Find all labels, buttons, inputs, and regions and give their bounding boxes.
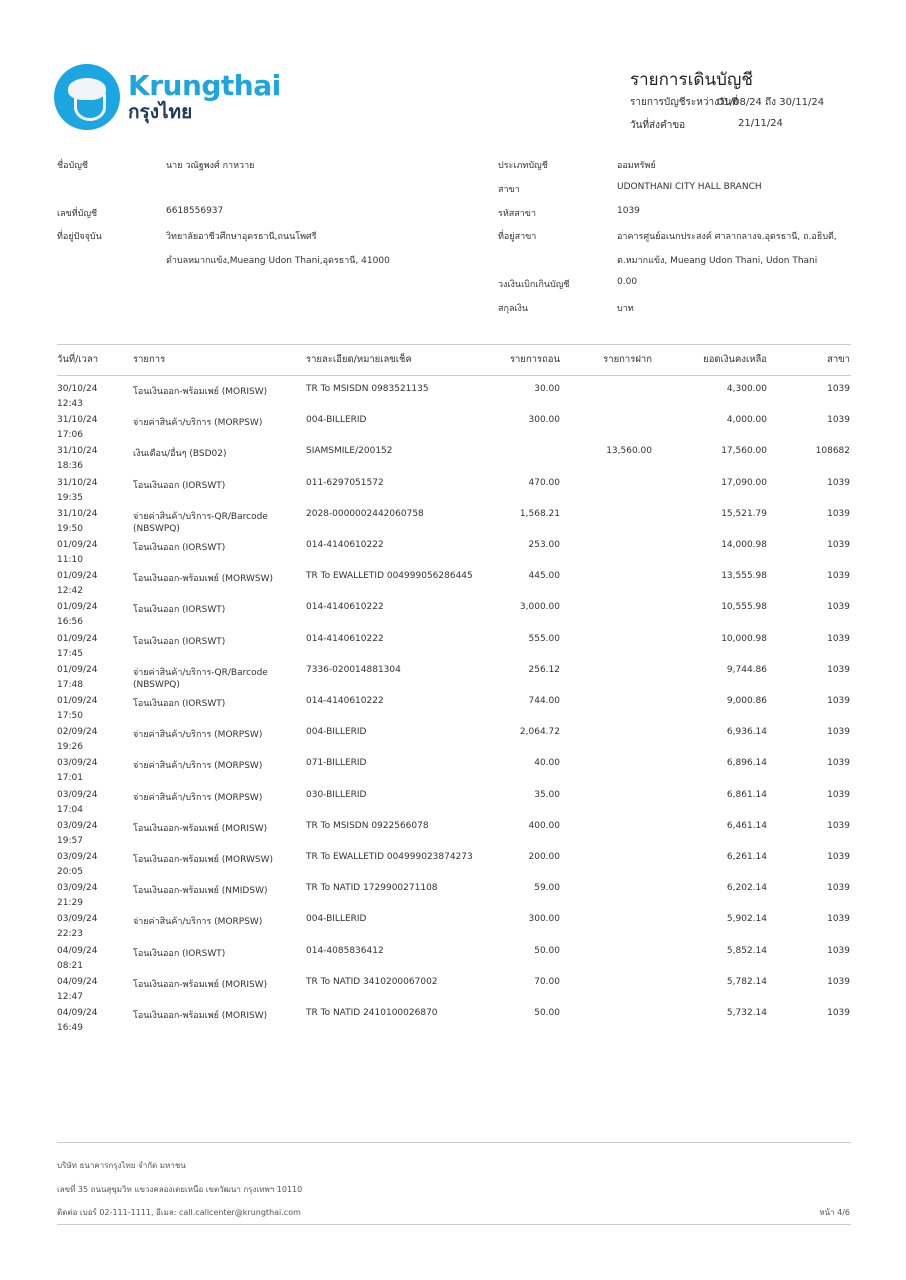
txn-description: จ่ายค่าสินค้า/บริการ-QR/Barcode — [133, 511, 268, 522]
txn-branch: 1039 — [827, 508, 850, 519]
header-branch: สาขา — [827, 354, 850, 365]
txn-date: 31/10/24 — [57, 446, 98, 457]
txn-date: 03/09/24 — [57, 852, 98, 862]
txn-time: 12:42 — [57, 586, 83, 597]
txn-time: 11:10 — [57, 555, 83, 565]
txn-balance: 6,896.14 — [726, 758, 767, 769]
table-row — [0, 446, 906, 472]
table-row — [0, 945, 906, 971]
date-range-label: รายการบัญชีระหว่างวันที่ — [630, 97, 739, 108]
txn-date: 04/09/24 — [57, 976, 98, 987]
txn-detail: TR To MSISDN 0922566078 — [306, 820, 429, 831]
branch-code-label: รหัสสาขา — [498, 209, 537, 219]
txn-date: 03/09/24 — [57, 758, 98, 769]
table-row — [0, 696, 906, 721]
txn-date: 03/09/24 — [57, 789, 98, 800]
header-deposit: รายการฝาก — [603, 354, 652, 365]
txn-detail: TR To MSISDN 0983521135 — [306, 384, 429, 394]
txn-branch: 1039 — [827, 664, 850, 675]
table-row — [0, 477, 906, 503]
txn-detail: 2028-0000002442060758 — [306, 508, 424, 519]
table-row — [0, 602, 906, 628]
txn-branch: 1039 — [827, 415, 850, 426]
table-row — [0, 540, 906, 565]
txn-detail: 004-BILLERID — [306, 415, 367, 426]
txn-date: 03/09/24 — [57, 820, 98, 831]
txn-balance: 5,732.14 — [726, 1008, 767, 1018]
table-row — [0, 727, 906, 753]
txn-description: โอนเงินออก-พร้อมเพย์ (MORWSW) — [133, 574, 274, 585]
txn-detail: TR To NATID 2410100026870 — [306, 1008, 438, 1018]
branch-address-line2: ต.หมากแข้ง, Mueang Udon Thani, Udon Thani — [617, 256, 818, 266]
table-row — [0, 415, 906, 441]
txn-time: 19:26 — [57, 742, 83, 753]
footer-contact: ติดต่อ เบอร์ 02-111-1111, อีเมล: call.callcenter@krungthai.com — [57, 1208, 301, 1217]
txn-description: โอนเงินออก-พร้อมเพย์ (MORISW) — [133, 823, 268, 834]
txn-balance: 9,744.86 — [726, 664, 767, 675]
txn-date: 31/10/24 — [57, 477, 98, 488]
txn-balance: 6,936.14 — [726, 727, 767, 738]
txn-description: โอนเงินออก-พร้อมเพย์ (MORISW) — [133, 1011, 268, 1021]
table-row — [0, 1008, 906, 1033]
txn-time: 19:57 — [57, 835, 83, 846]
txn-branch: 1039 — [827, 696, 850, 706]
txn-balance: 15,521.79 — [721, 508, 767, 519]
txn-withdrawal: 470.00 — [528, 477, 560, 488]
overdraft-label: วงเงินเบิกเกินบัญชี — [498, 280, 570, 290]
txn-time: 17:50 — [57, 711, 83, 721]
table-row — [0, 664, 906, 690]
header-detail: รายละเอียด/หมายเลขเช็ค — [306, 354, 412, 365]
txn-withdrawal: 300.00 — [528, 914, 560, 925]
txn-description: โอนเงินออก (IORSWT) — [133, 480, 226, 491]
txn-branch: 1039 — [827, 1008, 850, 1018]
txn-balance: 6,461.14 — [726, 820, 767, 831]
account-name-value: นาย วณัฐพงศ์ กาหวาย — [166, 161, 255, 171]
txn-description: จ่ายค่าสินค้า/บริการ (MORPSW) — [133, 418, 263, 429]
txn-description: โอนเงินออก-พร้อมเพย์ (MORISW) — [133, 979, 268, 990]
branch-label: สาขา — [498, 185, 520, 195]
txn-balance: 10,555.98 — [721, 602, 767, 613]
txn-time: 17:48 — [57, 679, 83, 690]
currency-label: สกุลเงิน — [498, 304, 529, 314]
branch-code-value: 1039 — [617, 206, 640, 216]
address-label: ที่อยู่ปัจจุบัน — [57, 232, 102, 242]
txn-branch: 1039 — [827, 883, 850, 894]
table-row — [0, 758, 906, 784]
txn-date: 04/09/24 — [57, 1008, 98, 1018]
txn-date: 03/09/24 — [57, 883, 98, 894]
bank-name-th: กรุงไทย — [128, 101, 193, 123]
txn-time: 12:43 — [57, 399, 83, 409]
txn-description: จ่ายค่าสินค้า/บริการ-QR/Barcode — [133, 667, 268, 678]
footer-top-rule — [57, 1142, 851, 1143]
txn-time: 16:49 — [57, 1023, 83, 1033]
txn-date: 03/09/24 — [57, 914, 98, 925]
table-row — [0, 852, 906, 877]
txn-description: โอนเงินออก-พร้อมเพย์ (MORISW) — [133, 387, 268, 397]
txn-balance: 14,000.98 — [721, 540, 767, 550]
txn-balance: 6,261.14 — [726, 852, 767, 862]
txn-detail: TR To EWALLETID 004999056286445 — [306, 571, 473, 582]
txn-balance: 5,852.14 — [726, 945, 767, 956]
txn-time: 16:56 — [57, 617, 83, 628]
txn-date: 30/10/24 — [57, 384, 98, 394]
table-row — [0, 976, 906, 1002]
txn-time: 17:04 — [57, 804, 83, 815]
txn-withdrawal: 2,064.72 — [519, 727, 560, 738]
txn-time: 19:50 — [57, 523, 83, 534]
table-row — [0, 571, 906, 597]
header-balance: ยอดเงินคงเหลือ — [703, 354, 767, 365]
branch-value: UDONTHANI CITY HALL BRANCH — [617, 182, 762, 192]
txn-branch: 1039 — [827, 384, 850, 394]
txn-branch: 1039 — [827, 914, 850, 925]
txn-branch: 1039 — [827, 852, 850, 862]
txn-branch: 108682 — [815, 446, 850, 457]
txn-withdrawal: 253.00 — [528, 540, 560, 550]
txn-withdrawal: 59.00 — [534, 883, 560, 894]
txn-time: 20:05 — [57, 867, 83, 877]
txn-description: โอนเงินออก (IORSWT) — [133, 636, 226, 647]
txn-detail: 004-BILLERID — [306, 727, 367, 738]
txn-time: 17:45 — [57, 648, 83, 659]
txn-description: โอนเงินออก (IORSWT) — [133, 605, 226, 616]
txn-time: 17:06 — [57, 430, 83, 441]
txn-detail: TR To NATID 3410200067002 — [306, 976, 438, 987]
txn-withdrawal: 445.00 — [528, 571, 560, 582]
txn-detail: 014-4085836412 — [306, 945, 384, 956]
txn-withdrawal: 30.00 — [534, 384, 560, 394]
txn-withdrawal: 300.00 — [528, 415, 560, 426]
txn-description: โอนเงินออก (IORSWT) — [133, 948, 226, 959]
table-row — [0, 384, 906, 409]
txn-branch: 1039 — [827, 976, 850, 987]
table-row — [0, 508, 906, 534]
txn-date: 31/10/24 — [57, 415, 98, 426]
txn-time: 18:36 — [57, 461, 83, 472]
txn-branch: 1039 — [827, 571, 850, 582]
header-description: รายการ — [133, 354, 166, 365]
txn-detail: 071-BILLERID — [306, 758, 367, 769]
txn-description: จ่ายค่าสินค้า/บริการ (MORPSW) — [133, 917, 263, 928]
txn-description: โอนเงินออก-พร้อมเพย์ (NMIDSW) — [133, 886, 268, 897]
txn-description: จ่ายค่าสินค้า/บริการ (MORPSW) — [133, 792, 263, 803]
address-line1: วิทยาลัยอาชีวศึกษาอุดรธานี,ถนนโพศรี — [166, 232, 317, 242]
txn-detail: TR To EWALLETID 004999023874273 — [306, 852, 473, 862]
txn-withdrawal: 50.00 — [534, 945, 560, 956]
table-row — [0, 633, 906, 659]
txn-detail: 7336-020014881304 — [306, 664, 401, 675]
txn-detail: 030-BILLERID — [306, 789, 367, 800]
txn-branch: 1039 — [827, 477, 850, 488]
txn-description-cont: (NBSWPQ) — [133, 523, 180, 534]
txn-withdrawal: 400.00 — [528, 820, 560, 831]
page-number: หน้า 4/6 — [819, 1208, 850, 1217]
txn-description: โอนเงินออก (IORSWT) — [133, 699, 226, 709]
txn-time: 21:29 — [57, 898, 83, 909]
txn-branch: 1039 — [827, 727, 850, 738]
txn-balance: 9,000.86 — [726, 696, 767, 706]
txn-date: 01/09/24 — [57, 664, 98, 675]
branch-address-label: ที่อยู่สาขา — [498, 232, 537, 242]
txn-branch: 1039 — [827, 758, 850, 769]
txn-withdrawal: 3,000.00 — [519, 602, 560, 613]
txn-detail: SIAMSMILE/200152 — [306, 446, 393, 457]
txn-detail: 014-4140610222 — [306, 633, 384, 644]
txn-detail: TR To NATID 1729900271108 — [306, 883, 438, 894]
txn-date: 01/09/24 — [57, 602, 98, 613]
txn-balance: 17,560.00 — [721, 446, 767, 457]
txn-balance: 4,300.00 — [726, 384, 767, 394]
txn-date: 01/09/24 — [57, 540, 98, 550]
txn-withdrawal: 744.00 — [528, 696, 560, 706]
txn-date: 04/09/24 — [57, 945, 98, 956]
txn-branch: 1039 — [827, 602, 850, 613]
table-header-rule — [57, 375, 851, 376]
txn-description: โอนเงินออก-พร้อมเพย์ (MORWSW) — [133, 855, 274, 865]
txn-branch: 1039 — [827, 789, 850, 800]
account-number-value: 6618556937 — [166, 206, 224, 216]
txn-balance: 10,000.98 — [721, 633, 767, 644]
overdraft-value: 0.00 — [617, 277, 638, 287]
txn-time: 22:23 — [57, 929, 83, 940]
txn-description: โอนเงินออก (IORSWT) — [133, 543, 226, 553]
txn-detail: 011-6297051572 — [306, 477, 384, 488]
header-datetime: วันที่/เวลา — [57, 354, 99, 365]
header-withdrawal: รายการถอน — [509, 354, 560, 365]
txn-time: 19:35 — [57, 492, 83, 503]
txn-time: 17:01 — [57, 773, 83, 784]
txn-detail: 014-4140610222 — [306, 602, 384, 613]
txn-detail: 014-4140610222 — [306, 540, 384, 550]
table-row — [0, 883, 906, 909]
txn-withdrawal: 200.00 — [528, 852, 560, 862]
date-range-value: 01/08/24 ถึง 30/11/24 — [717, 97, 825, 108]
account-name-label: ชื่อบัญชี — [57, 161, 89, 171]
txn-time: 12:47 — [57, 991, 83, 1002]
txn-balance: 6,202.14 — [726, 883, 767, 894]
footer-address: เลขที่ 35 ถนนสุขุมวิท แขวงคลองเตยเหนือ เขตวัฒนา กรุงเทพฯ 10110 — [57, 1185, 303, 1194]
txn-date: 01/09/24 — [57, 633, 98, 644]
txn-date: 01/09/24 — [57, 696, 98, 706]
branch-address-line1: อาคารศูนย์อเนกประสงค์ ศาลากลางจ.อุดรธานี, ถ.อธิบดี, — [617, 232, 837, 242]
txn-deposit: 13,560.00 — [606, 446, 652, 457]
txn-balance: 5,782.14 — [726, 976, 767, 987]
txn-time: 08:21 — [57, 960, 83, 971]
txn-withdrawal: 70.00 — [534, 976, 560, 987]
bank-logo — [54, 64, 281, 130]
txn-detail: 004-BILLERID — [306, 914, 367, 925]
account-type-value: ออมทรัพย์ — [617, 161, 656, 171]
txn-balance: 17,090.00 — [721, 477, 767, 488]
footer-bottom-rule — [57, 1224, 851, 1225]
txn-description: เงินเดือน/อื่นๆ (BSD02) — [133, 449, 227, 460]
txn-balance: 4,000.00 — [726, 415, 767, 426]
table-row — [0, 914, 906, 940]
txn-branch: 1039 — [827, 820, 850, 831]
request-date-label: วันที่ส่งคำขอ — [630, 120, 686, 131]
table-top-rule — [57, 344, 851, 345]
txn-description: จ่ายค่าสินค้า/บริการ (MORPSW) — [133, 761, 263, 772]
txn-branch: 1039 — [827, 945, 850, 956]
krungthai-emblem-icon — [54, 64, 120, 130]
account-type-label: ประเภทบัญชี — [498, 161, 548, 171]
txn-balance: 13,555.98 — [721, 571, 767, 582]
table-row — [0, 820, 906, 846]
txn-branch: 1039 — [827, 633, 850, 644]
txn-branch: 1039 — [827, 540, 850, 550]
txn-withdrawal: 555.00 — [528, 633, 560, 644]
txn-description-cont: (NBSWPQ) — [133, 679, 180, 690]
txn-withdrawal: 256.12 — [528, 664, 560, 675]
txn-detail: 014-4140610222 — [306, 696, 384, 706]
txn-description: จ่ายค่าสินค้า/บริการ (MORPSW) — [133, 730, 263, 741]
txn-date: 01/09/24 — [57, 571, 98, 582]
document-title: รายการเดินบัญชี — [630, 70, 753, 90]
txn-withdrawal: 1,568.21 — [519, 508, 560, 519]
request-date-value: 21/11/24 — [738, 118, 783, 129]
txn-date: 02/09/24 — [57, 727, 98, 738]
footer-company: บริษัท ธนาคารกรุงไทย จำกัด มหาชน — [57, 1161, 186, 1170]
currency-value: บาท — [617, 304, 634, 314]
bank-name-en: Krungthai — [128, 69, 281, 102]
txn-withdrawal: 50.00 — [534, 1008, 560, 1018]
address-line2: ตำบลหมากแข้ง,Mueang Udon Thani,อุดรธานี, 41000 — [166, 256, 390, 266]
txn-balance: 5,902.14 — [726, 914, 767, 925]
txn-withdrawal: 40.00 — [534, 758, 560, 769]
account-number-label: เลขที่บัญชี — [57, 209, 98, 219]
table-row — [0, 789, 906, 815]
txn-withdrawal: 35.00 — [534, 789, 560, 800]
txn-balance: 6,861.14 — [726, 789, 767, 800]
txn-date: 31/10/24 — [57, 508, 98, 519]
